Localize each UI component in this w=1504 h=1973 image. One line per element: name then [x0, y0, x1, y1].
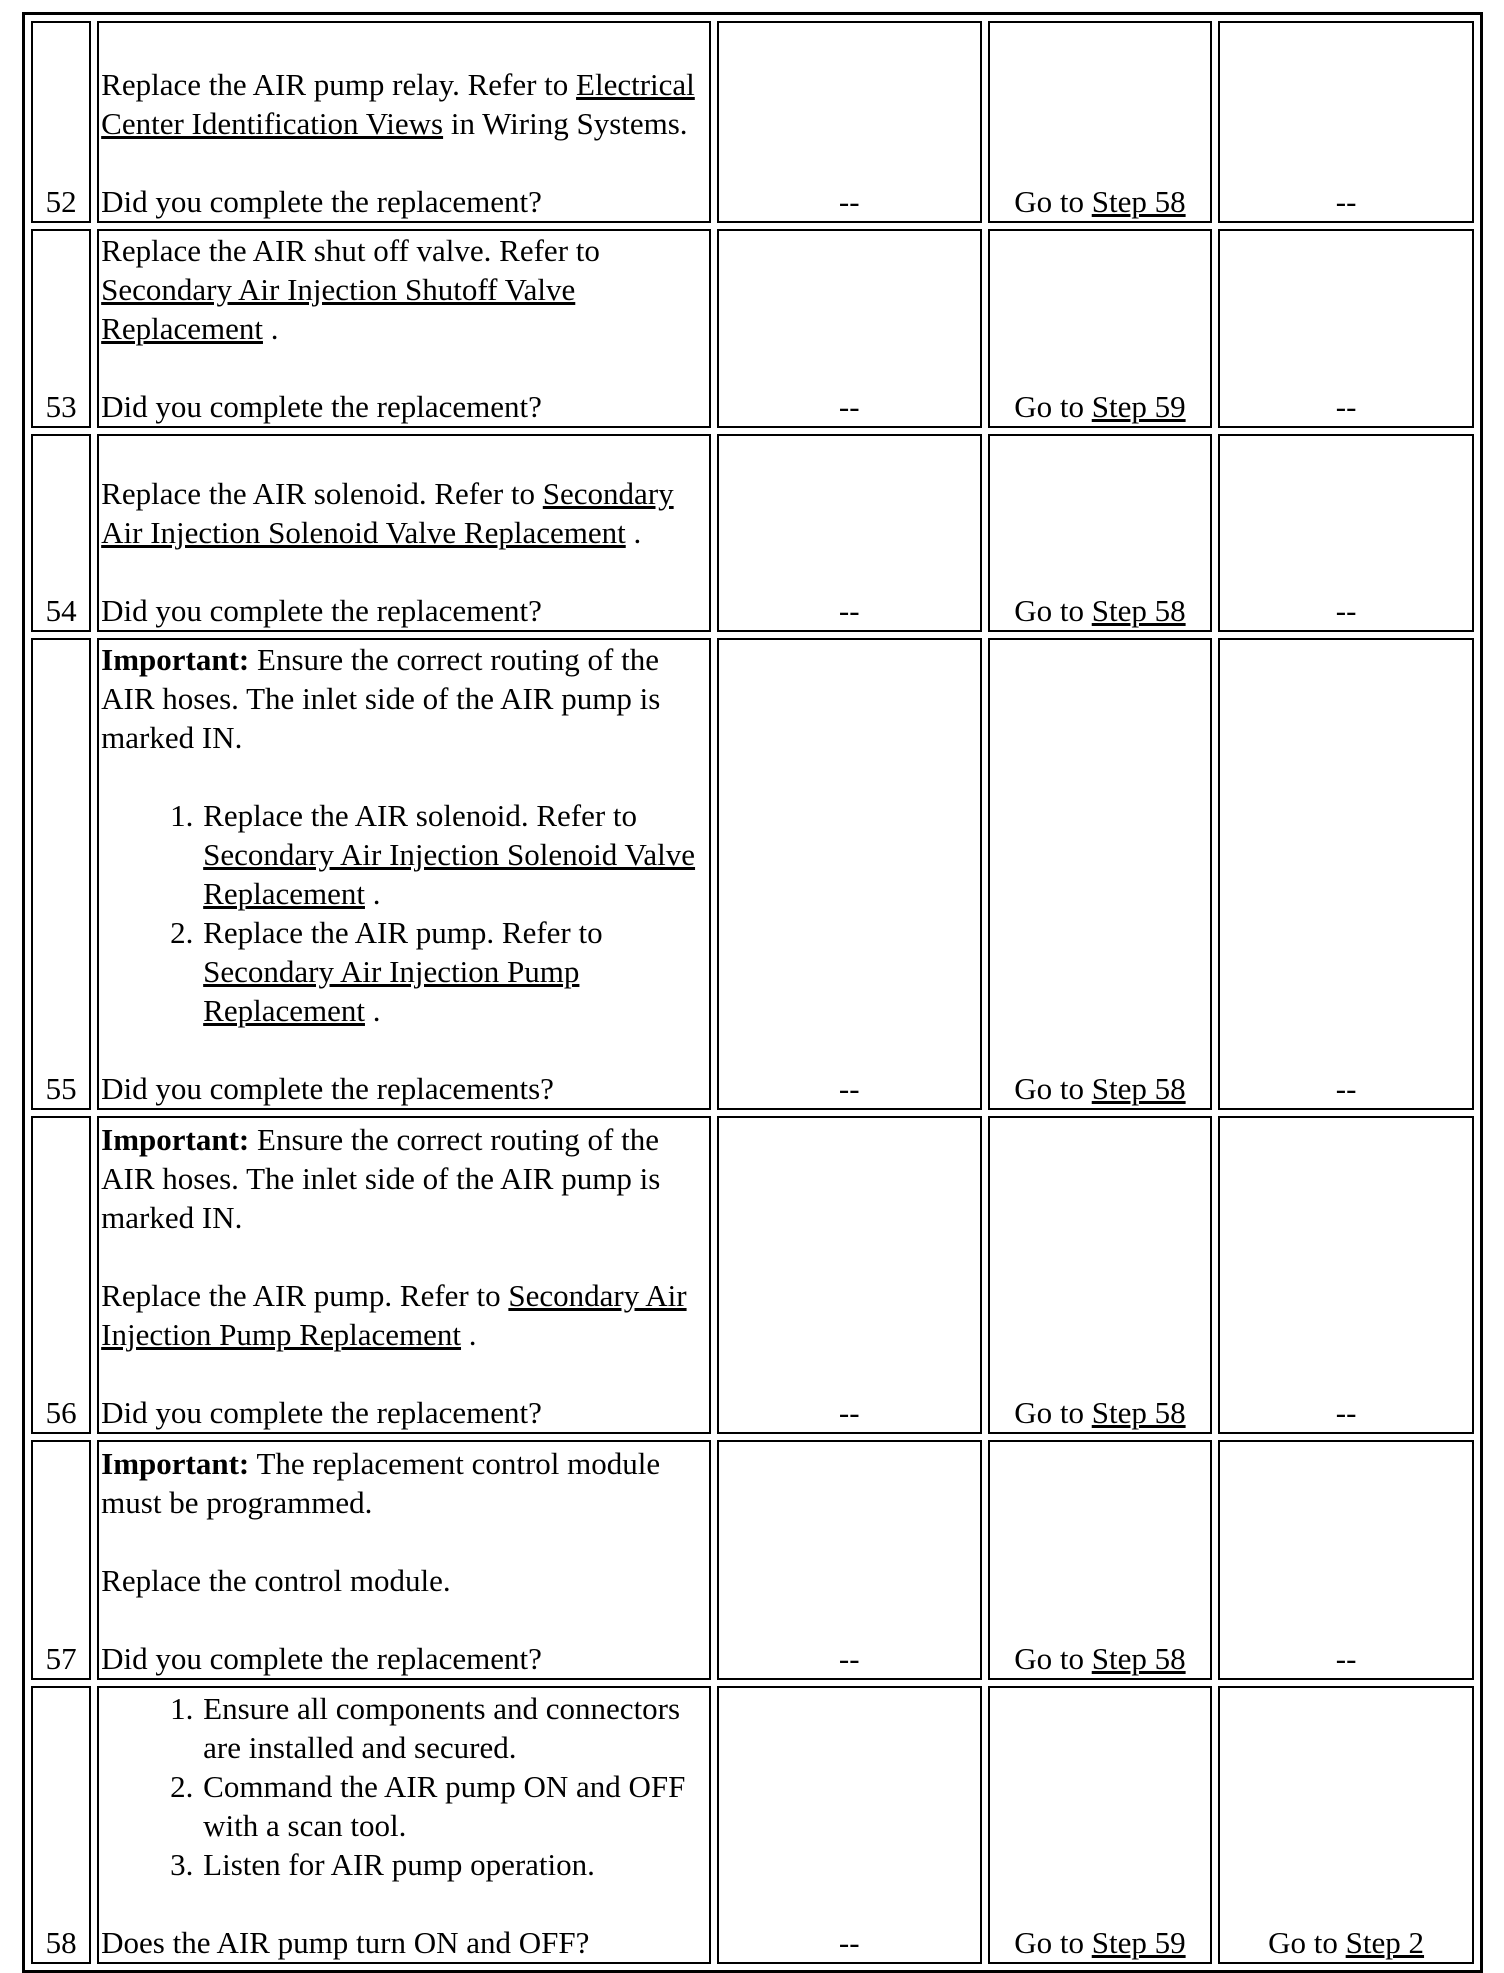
value-cell: --	[717, 21, 982, 223]
reference-link[interactable]: Secondary Air Injection Solenoid Valve Replacement	[203, 837, 696, 911]
list-item: 3. Listen for AIR pump operation.	[201, 1845, 707, 1884]
important-text: Ensure the correct routing of the AIR hoses. The inlet side of the AIR pump is marked IN.	[101, 642, 661, 755]
list-item	[201, 913, 707, 1030]
step-number: 52	[31, 21, 91, 223]
step-number: 53	[31, 229, 91, 428]
action-text: .	[262, 311, 279, 346]
reference-link[interactable]: Secondary Air Injection Pump Replacement	[101, 1278, 687, 1352]
list-item-text: .	[364, 993, 381, 1028]
value-cell: --	[717, 1686, 982, 1964]
step-number: 57	[31, 1440, 91, 1680]
action-cell	[97, 1686, 711, 1964]
action-cell	[97, 1440, 711, 1680]
step-link[interactable]: Step 58	[1091, 593, 1186, 628]
table-row	[31, 434, 1474, 632]
list-item: 1. Ensure all components and connectors are installed and secured.	[201, 1689, 707, 1767]
procedure-list	[101, 796, 707, 1030]
action-cell	[97, 21, 711, 223]
important-text: The replacement control module must be programmed.	[101, 1446, 661, 1520]
step-link[interactable]: Step 2	[1345, 1925, 1425, 1960]
action-cell	[97, 229, 711, 428]
procedure-list	[101, 1689, 707, 1884]
list-item-text: Replace the AIR pump. Refer to	[203, 915, 603, 950]
step-link[interactable]: Step 59	[1091, 389, 1186, 424]
no-cell	[1218, 1686, 1474, 1964]
diagnostic-steps-table	[22, 12, 1483, 1973]
question-text: Did you complete the replacement?	[101, 1641, 542, 1676]
no-cell: --	[1218, 229, 1474, 428]
action-text: Replace the AIR solenoid. Refer to	[101, 476, 543, 511]
action-cell	[97, 1116, 711, 1434]
question-text: Does the AIR pump turn ON and OFF?	[101, 1925, 590, 1960]
no-cell: --	[1218, 638, 1474, 1110]
step-link[interactable]: Step 59	[1091, 1925, 1186, 1960]
action-text: Replace the AIR pump relay. Refer to	[101, 67, 577, 102]
question-text: Did you complete the replacement?	[101, 389, 542, 424]
goto-prefix: Go to	[1014, 184, 1092, 219]
action-text: in Wiring Systems.	[443, 106, 688, 141]
table-row	[31, 21, 1474, 223]
yes-cell	[988, 638, 1213, 1110]
question-text: Did you complete the replacement?	[101, 1395, 542, 1430]
step-link[interactable]: Step 58	[1091, 184, 1186, 219]
step-link[interactable]: Step 58	[1091, 1071, 1186, 1106]
step-number: 55	[31, 638, 91, 1110]
important-label: Important:	[101, 1446, 250, 1481]
question-text: Did you complete the replacement?	[101, 184, 542, 219]
important-text: Ensure the correct routing of the AIR hoses. The inlet side of the AIR pump is marked IN.	[101, 1122, 661, 1235]
list-item: 2. Command the AIR pump ON and OFF with a scan tool.	[201, 1767, 707, 1845]
no-cell: --	[1218, 434, 1474, 632]
yes-cell	[988, 1686, 1213, 1964]
no-cell: --	[1218, 21, 1474, 223]
step-link[interactable]: Step 58	[1091, 1395, 1186, 1430]
step-number: 54	[31, 434, 91, 632]
value-cell: --	[717, 638, 982, 1110]
list-item-text: Replace the AIR solenoid. Refer to	[203, 798, 638, 833]
action-text: .	[625, 515, 642, 550]
list-item-text: .	[364, 876, 381, 911]
value-cell: --	[717, 1440, 982, 1680]
reference-link[interactable]: Secondary Air Injection Shutoff Valve Replacement	[101, 272, 576, 346]
important-label: Important:	[101, 642, 250, 677]
list-item	[201, 796, 707, 913]
goto-prefix: Go to	[1014, 593, 1092, 628]
goto-prefix: Go to	[1014, 1925, 1092, 1960]
step-number: 58	[31, 1686, 91, 1964]
reference-link[interactable]: Electrical Center Identification Views	[101, 67, 695, 141]
no-cell: --	[1218, 1116, 1474, 1434]
table-row	[31, 229, 1474, 428]
goto-prefix: Go to	[1014, 1071, 1092, 1106]
action-cell	[97, 434, 711, 632]
reference-link[interactable]: Secondary Air Injection Pump Replacement	[203, 954, 580, 1028]
question-text: Did you complete the replacements?	[101, 1071, 554, 1106]
action-text: .	[461, 1317, 477, 1352]
goto-prefix: Go to	[1268, 1925, 1346, 1960]
goto-prefix: Go to	[1014, 389, 1092, 424]
yes-cell	[988, 1440, 1213, 1680]
yes-cell	[988, 434, 1213, 632]
reference-link[interactable]: Secondary Air Injection Solenoid Valve Replacement	[101, 476, 674, 550]
table-row	[31, 638, 1474, 1110]
step-link[interactable]: Step 58	[1091, 1641, 1186, 1676]
no-cell: --	[1218, 1440, 1474, 1680]
yes-cell	[988, 21, 1213, 223]
value-cell: --	[717, 1116, 982, 1434]
action-cell	[97, 638, 711, 1110]
important-label: Important:	[101, 1122, 250, 1157]
yes-cell	[988, 1116, 1213, 1434]
goto-prefix: Go to	[1014, 1641, 1092, 1676]
step-number: 56	[31, 1116, 91, 1434]
table-row	[31, 1686, 1474, 1964]
table-row	[31, 1440, 1474, 1680]
action-text: Replace the control module.	[101, 1563, 451, 1598]
table-row	[31, 1116, 1474, 1434]
value-cell: --	[717, 434, 982, 632]
action-text: Replace the AIR shut off valve. Refer to	[101, 233, 600, 268]
action-text: Replace the AIR pump. Refer to	[101, 1278, 509, 1313]
goto-prefix: Go to	[1014, 1395, 1092, 1430]
value-cell: --	[717, 229, 982, 428]
question-text: Did you complete the replacement?	[101, 593, 542, 628]
yes-cell	[988, 229, 1213, 428]
